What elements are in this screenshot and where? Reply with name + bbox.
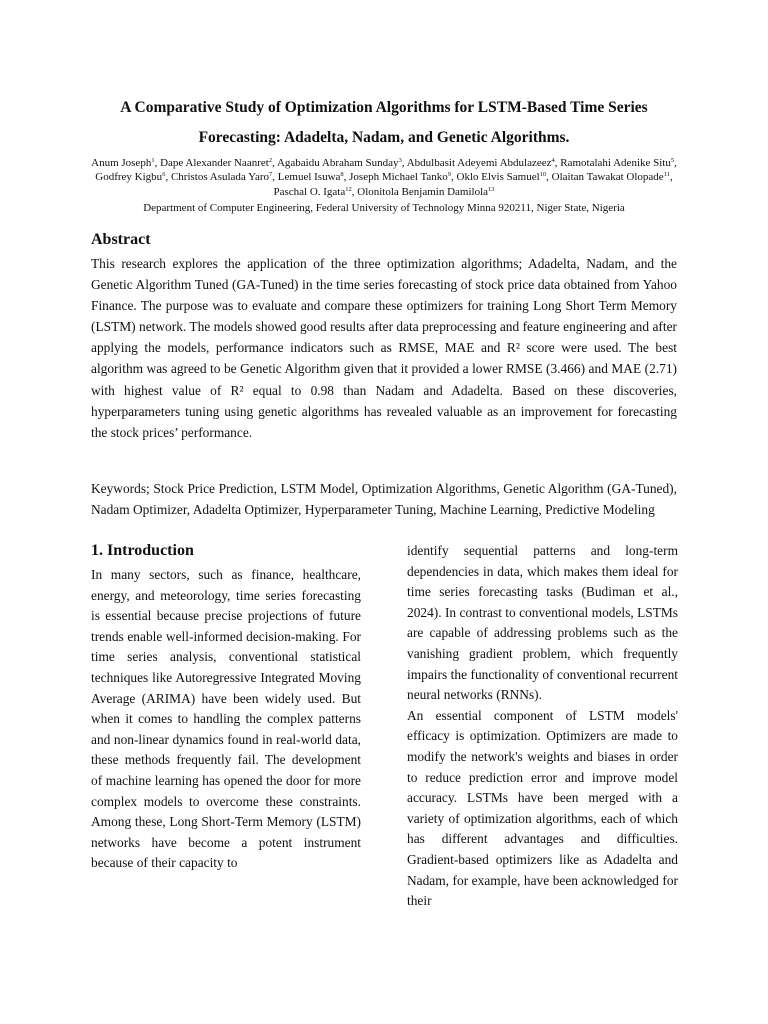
author-affiliation-number: 7 — [269, 171, 273, 179]
right-column — [407, 541, 678, 912]
author-affiliation-number: 6 — [162, 171, 166, 179]
introduction-paragraph-1: In many sectors, such as finance, healthcare, energy, and meteorology, time series forecasting is essential because precise projections of future trends enable well-informed decision-making. For time series analysis, conventional statistical techniques like Autoregressive Integrated Moving Average (ARIMA) have been widely used. But when it comes to handling the complex patterns and non-linear dynamics found in real-world data, these methods frequently fail. The development of machine learning has opened the door for more complex models to overcome these constraints. Among these, Long Short-Term Memory (LSTM) networks have become a potent instrument because of their capacity to — [91, 567, 361, 871]
author-name: Joseph Michael Tanko — [349, 171, 448, 184]
left-column — [91, 540, 361, 874]
author-affiliation-number: 4 — [551, 157, 555, 164]
author-affiliation-number: 2 — [268, 157, 273, 164]
author-affiliation-number: 10 — [539, 171, 547, 179]
author-affiliation-number: 3 — [398, 157, 402, 164]
paper-title: A Comparative Study of Optimization Algorithms for LSTM-Based Time Series Forecasting: Adadelta, Nadam, and Genetic Algorithms. — [120, 99, 648, 146]
author-name: Olaitan Tawakat Olopade — [551, 171, 664, 184]
author-affiliation-number: 11 — [663, 171, 670, 179]
author-name: Paschal O. Igata — [273, 185, 346, 198]
introduction-heading: 1. Introduction — [91, 542, 194, 559]
author-name: Oklo Elvis Samuel — [456, 171, 540, 184]
author-affiliation-number: 1 — [151, 157, 155, 164]
author-name: Christos Asulada Yaro — [170, 171, 270, 184]
author-name: Anum Joseph — [91, 157, 152, 169]
author-name: Lemuel Isuwa — [277, 171, 341, 184]
author-name: Agabaidu Abraham Sunday — [276, 157, 399, 169]
author-affiliation-number: 5 — [670, 157, 675, 164]
author-list: Anum Joseph$^1$, Dape Alexander Naanret$^2$, Agabaidu Abraham Sunday$^3$, Abdulbasit Adeyemi Abdulazeez$^4$, Ramotalahi Adenike Situ$^5$, Godfrey Kigbu$^6$, Christos Asulada Yaro$^7$, Lemuel Isuwa$^8$, Joseph Michael Tanko$^9$, Oklo Elvis Samuel$^{10}$, Olaitan Tawakat Olopade$^{11}$, Paschal O. Igata$^{12}$, Olonitola Benjamin Damilola$^{13}$ — [91, 157, 677, 198]
abstract-heading: Abstract — [91, 231, 151, 248]
author-name: Dape Alexander Naanret — [160, 157, 269, 169]
author-name: Olonitola Benjamin Damilola — [357, 185, 489, 198]
introduction-paragraph-2: An essential component of LSTM models' efficacy is optimization. Optimizers are made to modify the network's weights and biases in order to reduce prediction error and improve model accuracy. LSTMs have been merged with a variety of optimization algorithms, each of which has different advantages and difficulties. Gradient-based optimizers like as Adadelta and Nadam, for example, have been acknowledged for their — [407, 707, 678, 909]
keywords: Keywords; Stock Price Prediction, LSTM Model, Optimization Algorithms, Genetic Algorithm (GA-Tuned), Nadam Optimizer, Adadelta Optimizer, Hyperparameter Tuning, Machine Learning, Predictive Modeling — [91, 481, 677, 518]
affiliation: Department of Computer Engineering, Federal University of Technology Minna 920211, Niger State, Nigeria — [143, 202, 625, 214]
introduction-paragraph-1-continued: identify sequential patterns and long-term dependencies in data, which makes them ideal for time series forecasting tasks (Budiman et al., 2024). In contrast to conventional models, LSTMs are capable of addressing problems such as the vanishing gradient problem, which frequently impairs the functionality of conventional recurrent neural networks (RNNs). — [407, 543, 678, 703]
abstract-body: This research explores the application of the three optimization algorithms; Adadelta, Nadam, and the Genetic Algorithm Tuned (GA-Tuned) in the time series forecasting of stock price data obtained from Yahoo Finance. The purpose was to evaluate and compare these optimizers for training Long Short Term Memory (LSTM) network. The models showed good results after data preprocessing and feature engineering and after applying the models, performance indicators such as RMSE, MAE and R² score were used. The best algorithm was agreed to be Genetic Algorithm given that it provided a lower RMSE (3.466) and MAE (2.71) with highest value of R² equal to 0.98 than Nadam and Adadelta. Based on these discoveries, hyperparameters tuning using genetic algorithms has revealed valuable as an improvement for forecasting the stock prices’ performance. — [91, 256, 677, 440]
author-name: Ramotalahi Adenike Situ — [560, 157, 671, 169]
author-affiliation-number: 12 — [345, 185, 352, 193]
author-name: Godfrey Kigbu — [95, 171, 163, 184]
author-affiliation-number: 8 — [340, 171, 344, 179]
author-affiliation-number: 13 — [488, 185, 495, 193]
author-name: Abdulbasit Adeyemi Abdulazeez — [406, 157, 552, 169]
author-affiliation-number: 9 — [447, 171, 452, 179]
